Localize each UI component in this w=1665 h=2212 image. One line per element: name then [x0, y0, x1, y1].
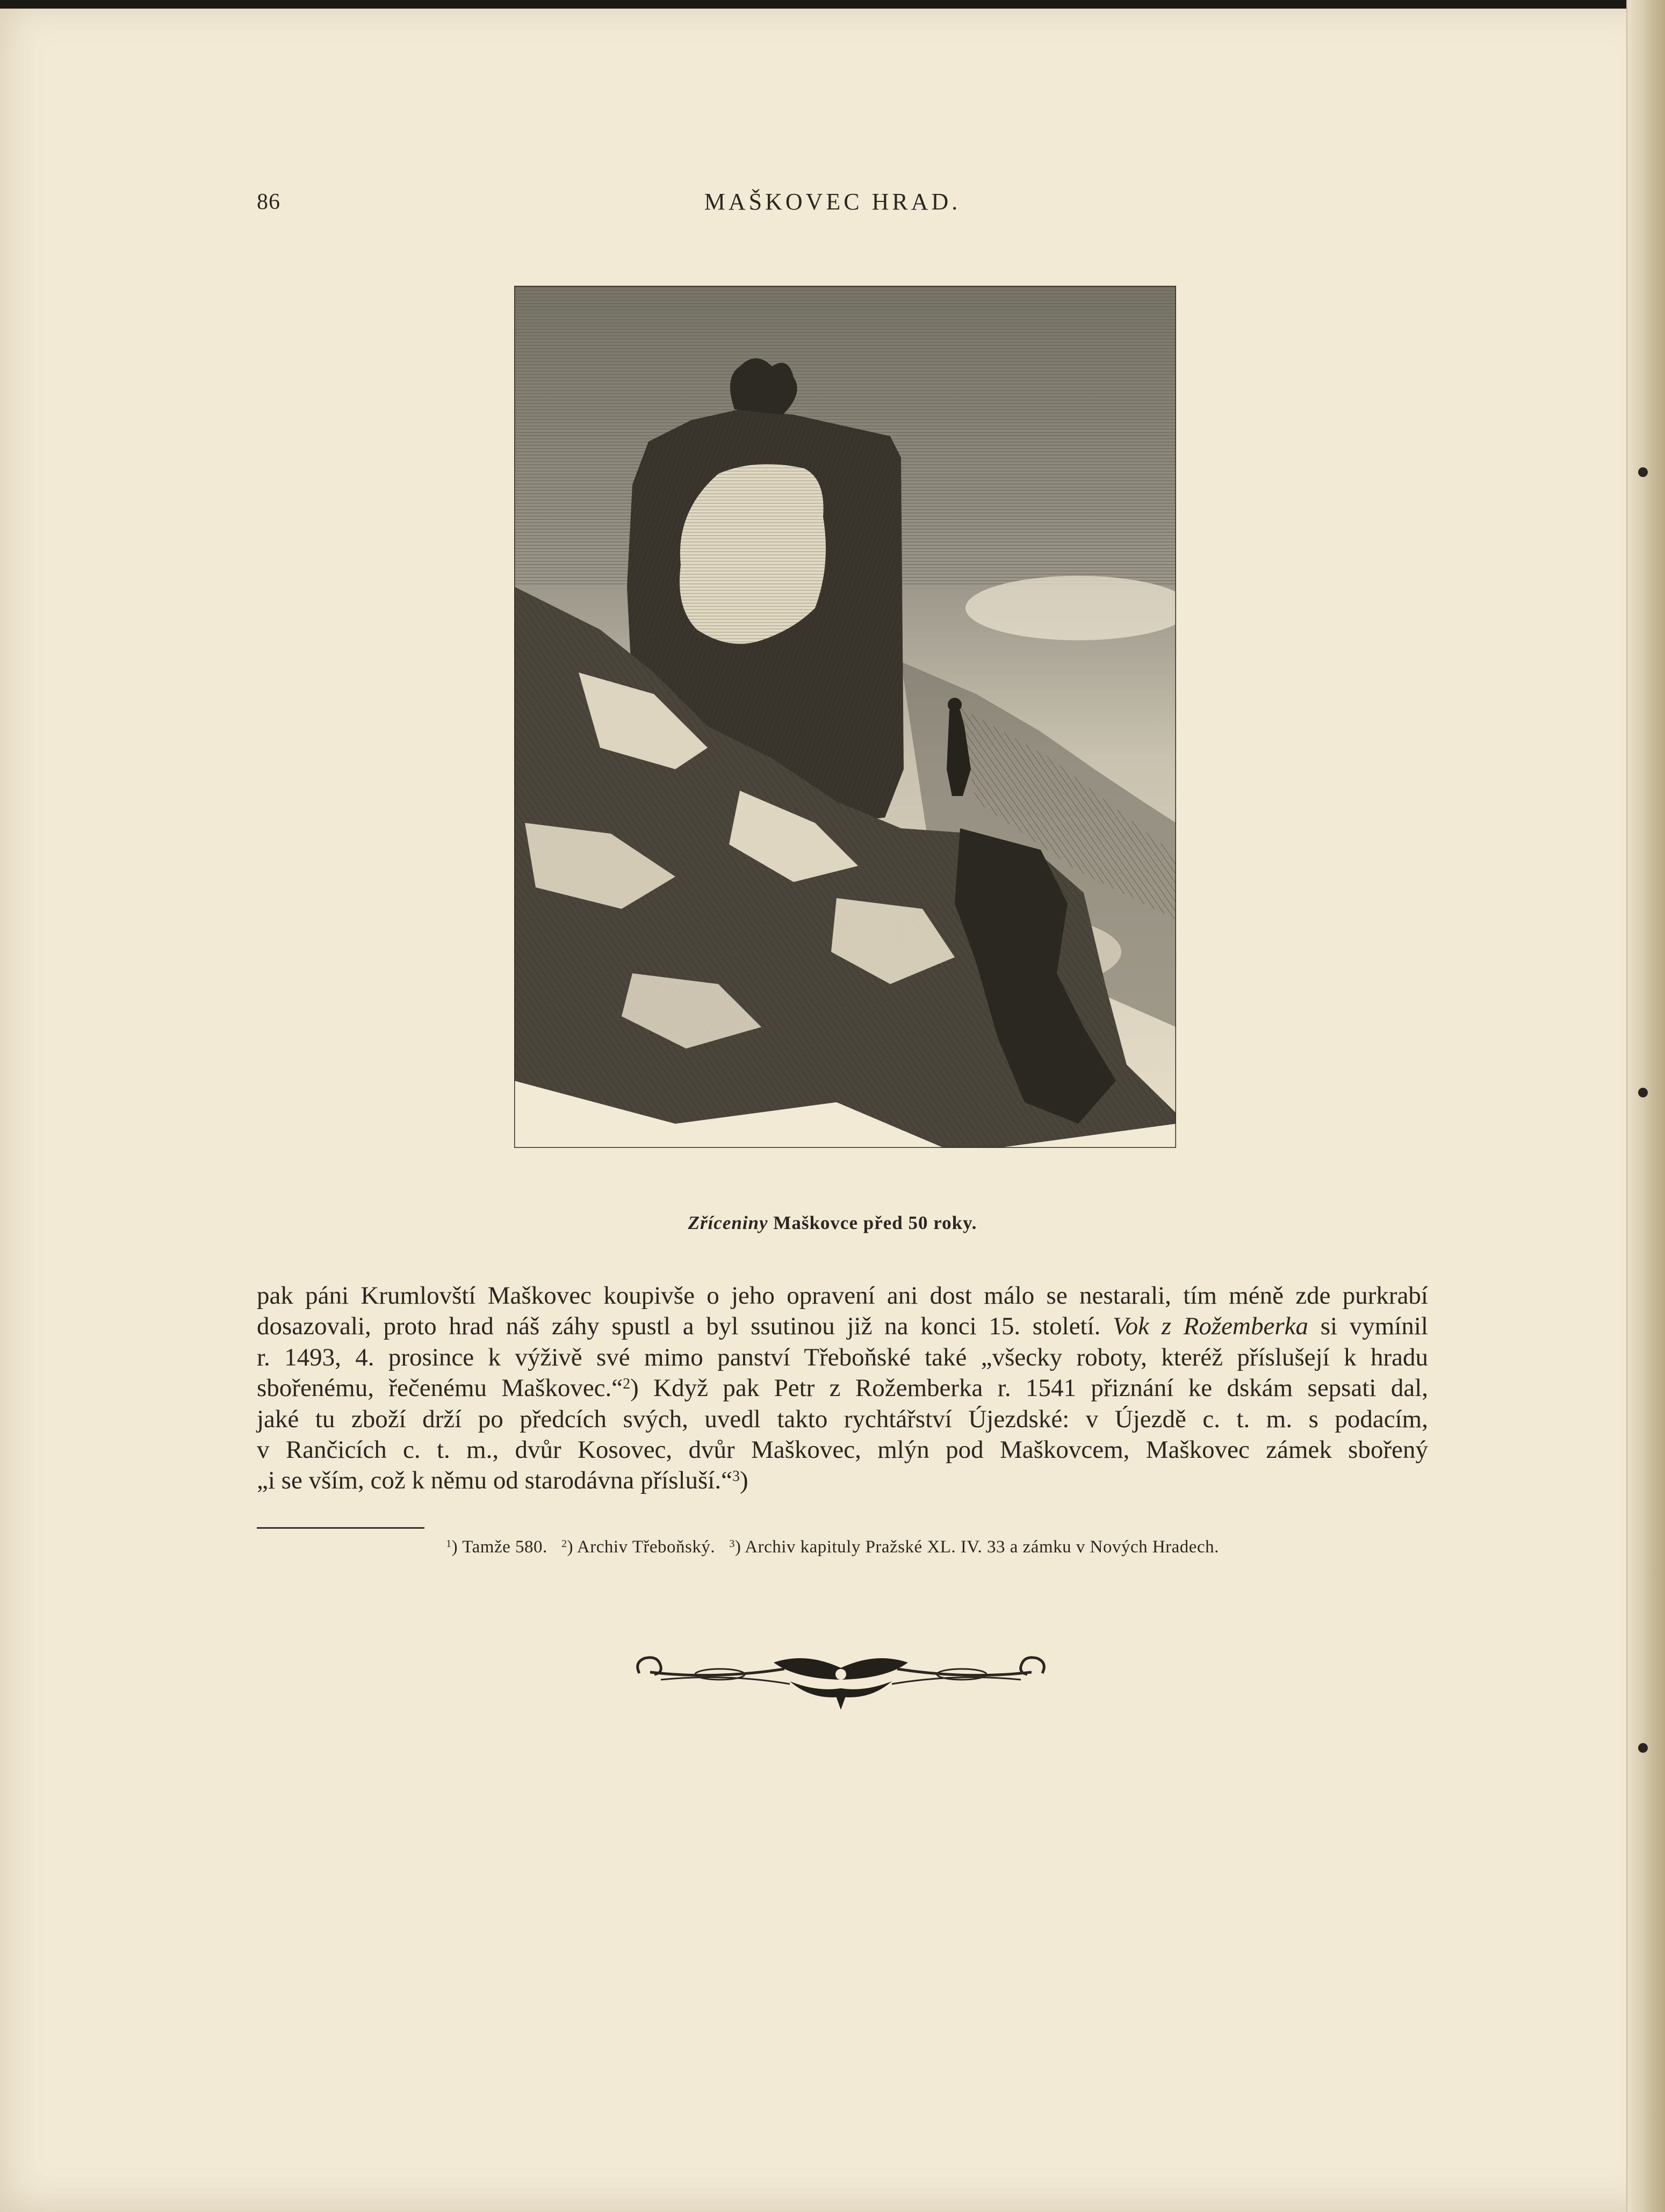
- footnote-3: ) Archiv kapituly Pražské XL. IV. 33 a zámku v Nových Hradech.: [734, 1537, 1219, 1557]
- text-line: jaké tu zboží drží po předcích svých, uvedl takto rychtářství Újezdské: v Újezdě c. t. m. s podacím,: [257, 1405, 1428, 1433]
- binding-mark: [1638, 467, 1648, 477]
- text-line: v Rančicích c. t. m., dvůr Kosovec, dvůr Maškovec, mlýn pod Maškovcem, Maškovec zámek sbořený: [257, 1436, 1428, 1464]
- footnotes: [0, 1537, 1665, 1557]
- footnote-ref[interactable]: 3: [732, 1468, 740, 1485]
- page-number: 86: [257, 190, 280, 214]
- decorative-tailpiece-ornament: [629, 1641, 1053, 1716]
- binding-mark: [1638, 1088, 1648, 1097]
- text-line: [257, 1465, 1428, 1496]
- binding-mark: [1638, 1743, 1648, 1753]
- text-line: r. 1493, 4. prosince k výživě své mimo panství Třeboňské také „všecky roboty, kteréž příslušejí k hradu: [257, 1343, 1428, 1371]
- body-paragraph: [257, 1281, 1428, 1497]
- footnote-ref[interactable]: 2: [623, 1376, 631, 1393]
- running-title: MAŠKOVEC HRAD.: [704, 189, 961, 215]
- page-fore-edge: [1626, 0, 1665, 2212]
- scan-top-border: [0, 0, 1665, 9]
- person-name-italic: Vok z Rožemberka: [1113, 1312, 1308, 1341]
- footnote-rule: [257, 1527, 424, 1529]
- footnote-mark: 1: [446, 1538, 452, 1550]
- tree-on-ruin: [730, 358, 797, 415]
- caption-italic: Zříceniny: [688, 1212, 768, 1233]
- figure-caption: [0, 1212, 1665, 1234]
- caption-text: Maškovce před 50 roky.: [768, 1212, 977, 1233]
- text-span: ) Když pak Petr z Rožemberka r. 1541 přiznání ke dskám sepsati dal,: [630, 1374, 1428, 1403]
- text-line: pak páni Krumlovští Maškovec koupivše o jeho opravení ani dost málo se nestarali, tím méně zde purkrabí: [257, 1282, 1428, 1310]
- text-span: sbořenému, řečenému Maškovec.“: [257, 1374, 623, 1403]
- castle-ruin-engraving: [514, 286, 1176, 1148]
- text-line: [257, 1373, 1428, 1404]
- text-span: ): [739, 1466, 748, 1495]
- footnote-mark: 3: [729, 1538, 735, 1550]
- footnote-2: ) Archiv Třeboňský.: [567, 1537, 716, 1557]
- text-span: „i se vším, což k němu od starodávna přísluší.“: [257, 1466, 732, 1495]
- text-line: [257, 1311, 1428, 1342]
- footnote-mark: 2: [561, 1538, 567, 1550]
- text-span: si vymínil: [1320, 1312, 1428, 1341]
- text-span: dosazovali, proto hrad náš záhy spustl a byl ssutinou již na konci 15. století.: [257, 1312, 1101, 1341]
- footnote-1: ) Tamže 580.: [451, 1537, 547, 1557]
